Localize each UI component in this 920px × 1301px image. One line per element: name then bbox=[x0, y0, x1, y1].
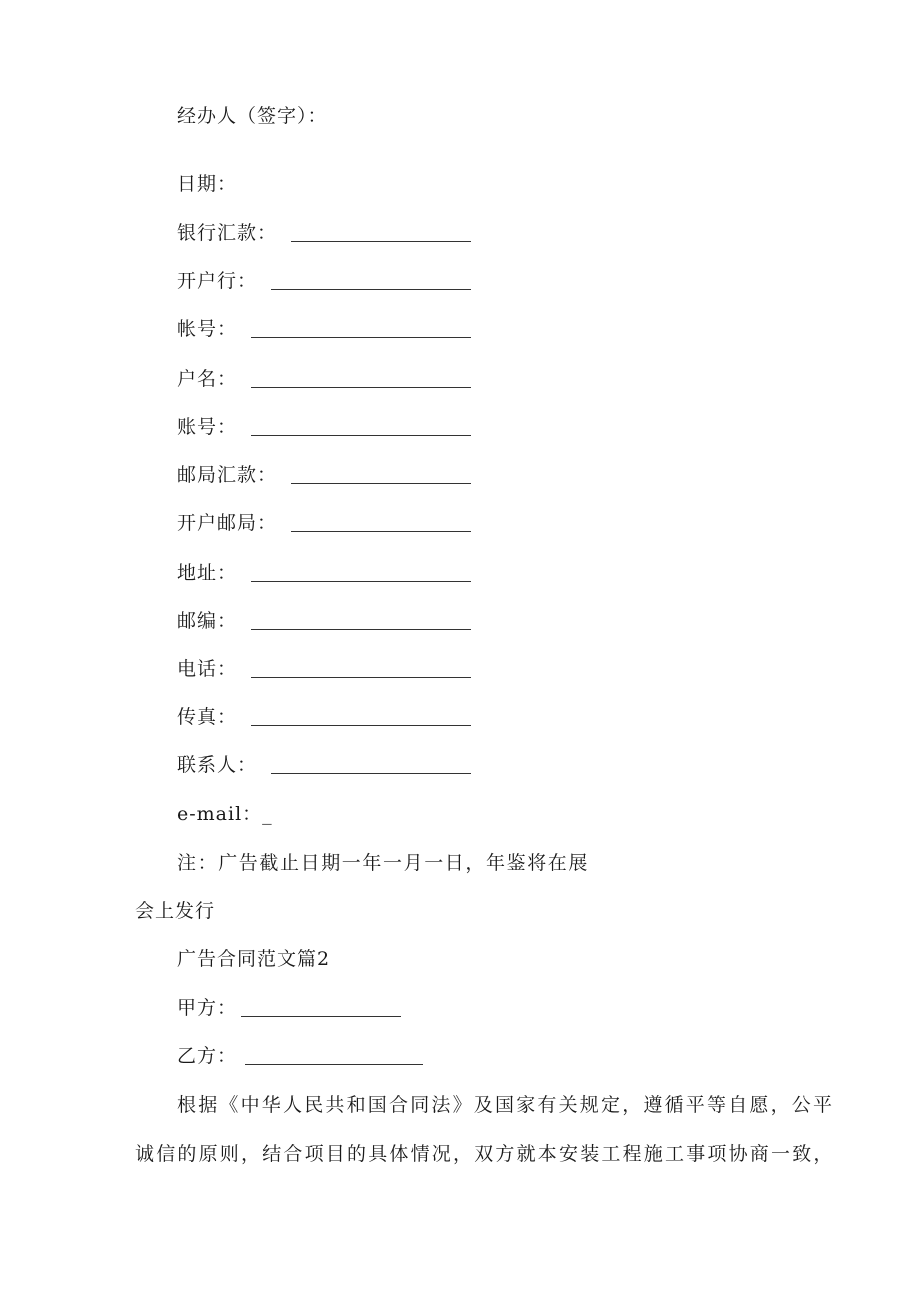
fax-blank bbox=[251, 724, 471, 726]
account-number-blank bbox=[251, 434, 471, 436]
postal-transfer-label: 邮局汇款： bbox=[177, 464, 278, 486]
fax-field bbox=[177, 705, 471, 729]
account-no-label: 帐号： bbox=[177, 318, 238, 340]
postcode-field bbox=[177, 609, 471, 633]
post-office-blank bbox=[291, 530, 471, 532]
body-line-1: 根据《中华人民共和国合同法》及国家有关规定，遵循平等自愿，公平 bbox=[177, 1094, 835, 1116]
note-line-1: 注：广告截止日期一年一月一日，年鉴将在展 bbox=[177, 852, 590, 874]
post-office-label: 开户邮局： bbox=[177, 512, 278, 534]
account-no-blank bbox=[251, 336, 471, 338]
bank-label: 开户行： bbox=[177, 270, 258, 292]
address-blank bbox=[251, 580, 471, 582]
signature-line: 经办人（签字）： bbox=[177, 105, 328, 127]
contact-field bbox=[177, 753, 471, 777]
address-label: 地址： bbox=[177, 562, 238, 584]
postcode-label: 邮编： bbox=[177, 610, 238, 632]
post-office-field bbox=[177, 511, 471, 535]
contact-label: 联系人： bbox=[177, 754, 258, 776]
party-a-blank bbox=[241, 1015, 401, 1017]
email-field: e-mail：_ bbox=[177, 803, 273, 825]
party-b-label: 乙方： bbox=[177, 1045, 238, 1067]
account-name-field bbox=[177, 367, 471, 391]
bank-transfer-blank bbox=[291, 240, 471, 242]
bank-field bbox=[177, 269, 471, 293]
party-b-blank bbox=[245, 1063, 423, 1065]
account-number-field bbox=[177, 415, 471, 439]
phone-blank bbox=[251, 676, 471, 678]
bank-transfer-field bbox=[177, 221, 471, 245]
note-line-2: 会上发行 bbox=[135, 900, 216, 922]
party-b-field bbox=[177, 1044, 423, 1068]
bank-blank bbox=[271, 288, 471, 290]
party-a-field bbox=[177, 996, 401, 1020]
account-no-field bbox=[177, 317, 471, 341]
account-name-blank bbox=[251, 386, 471, 388]
contact-blank bbox=[271, 772, 471, 774]
postal-transfer-blank bbox=[291, 482, 471, 484]
account-number-label: 账号： bbox=[177, 416, 238, 438]
phone-label: 电话： bbox=[177, 658, 238, 680]
party-a-label: 甲方： bbox=[177, 997, 238, 1019]
bank-transfer-label: 银行汇款： bbox=[177, 222, 278, 244]
phone-field bbox=[177, 657, 471, 681]
body-line-2: 诚信的原则，结合项目的具体情况，双方就本安装工程施工事项协商一致， bbox=[135, 1143, 835, 1165]
date-line: 日期： bbox=[177, 173, 238, 195]
postcode-blank bbox=[251, 628, 471, 630]
fax-label: 传真： bbox=[177, 706, 238, 728]
account-name-label: 户名： bbox=[177, 368, 238, 390]
section-title: 广告合同范文篇2 bbox=[177, 948, 331, 970]
postal-transfer-field bbox=[177, 463, 471, 487]
address-field bbox=[177, 561, 471, 585]
